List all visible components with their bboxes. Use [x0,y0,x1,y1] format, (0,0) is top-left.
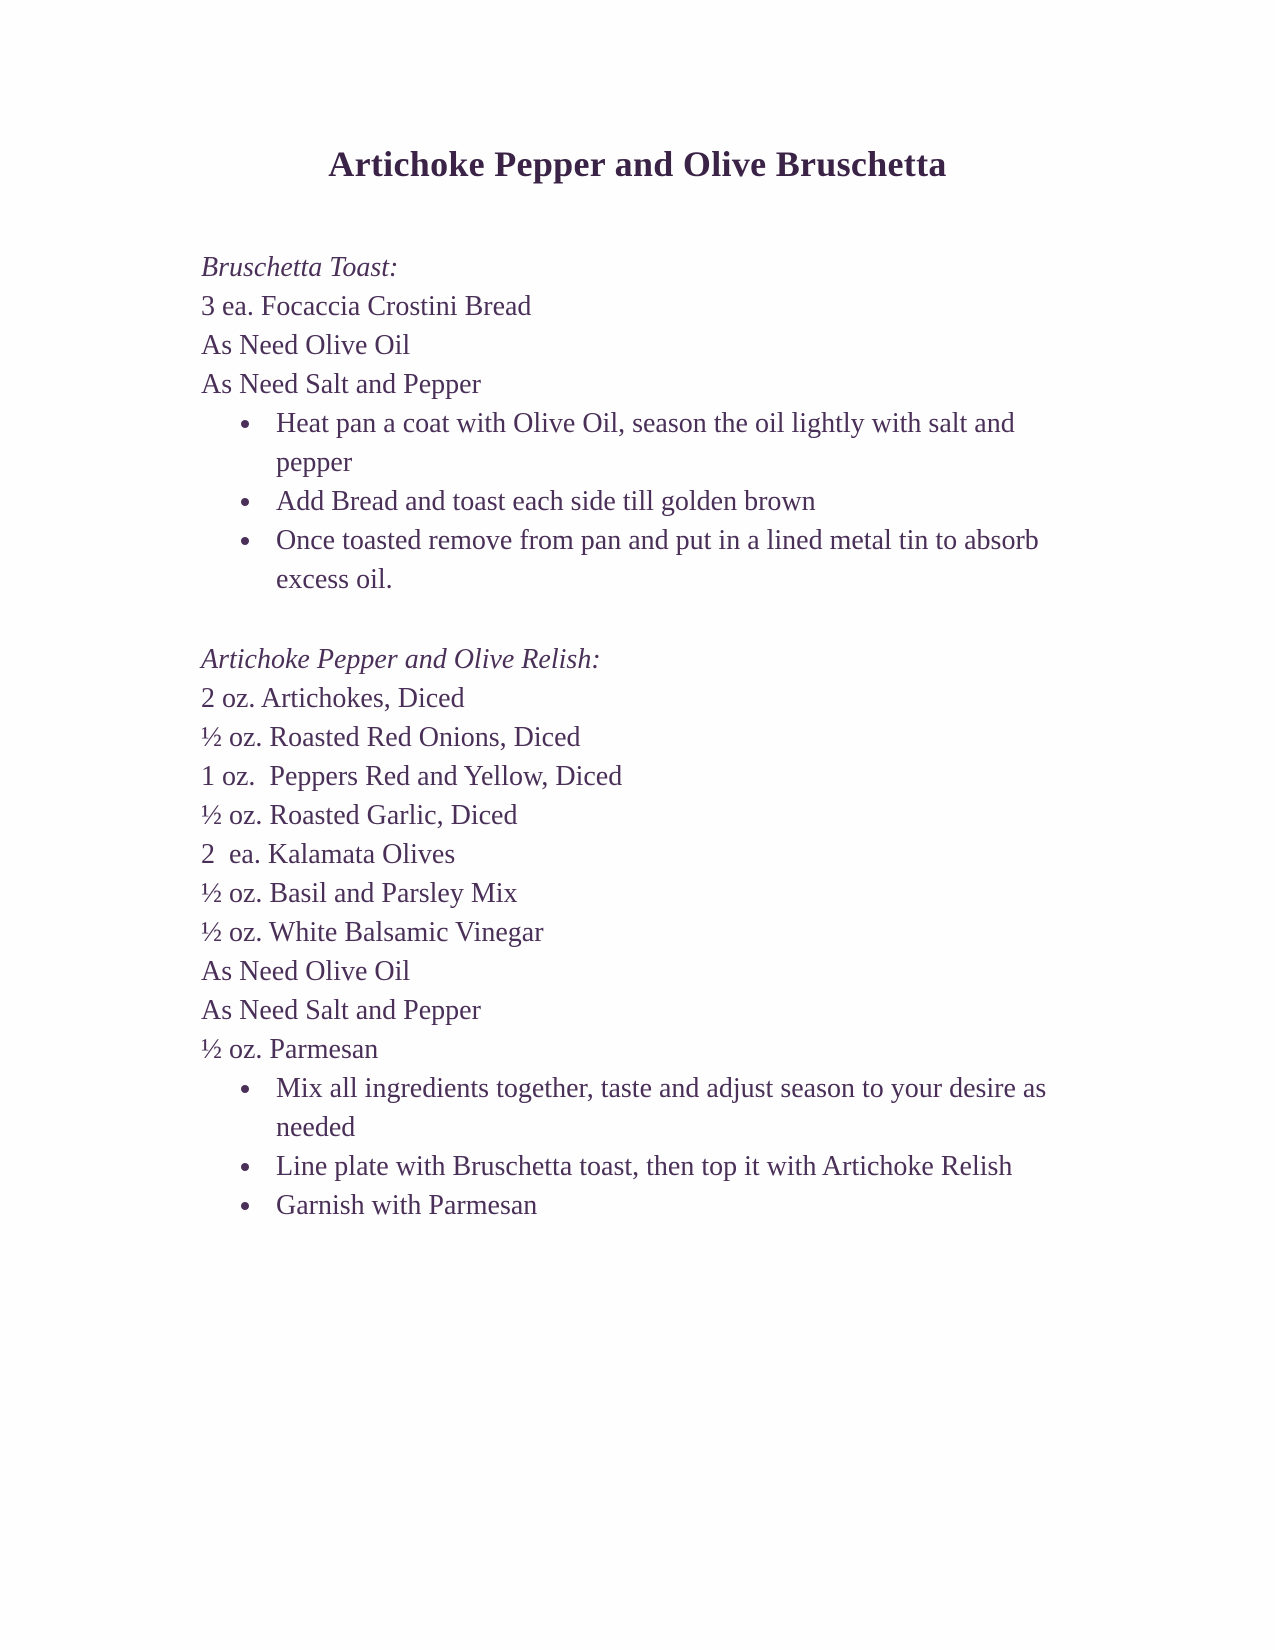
ingredient-line: ½ oz. Parmesan [201,1034,379,1065]
ingredient-line: As Need Salt and Pepper [201,995,481,1026]
steps-list [201,1069,1101,1225]
bullet-icon [241,498,249,506]
bullet-icon [241,420,249,428]
bullet-icon [241,537,249,545]
bullet-icon [241,1085,249,1093]
section-heading: Bruschetta Toast: [201,252,399,283]
section-heading: Artichoke Pepper and Olive Relish: [201,644,601,675]
bullet-icon [241,1163,249,1171]
ingredient-line: 1 oz. Peppers Red and Yellow, Diced [201,761,623,792]
step-item [201,1069,1066,1147]
step-item [201,521,1066,599]
section-bruschetta-toast [201,248,1101,599]
ingredient-line: ½ oz. Roasted Red Onions, Diced [201,722,581,753]
step-item [201,404,1066,482]
ingredient-line: ½ oz. White Balsamic Vinegar [201,917,544,948]
step-text: Mix all ingredients together, taste and adjust season to your desire as needed [276,1073,1047,1143]
page-title: Artichoke Pepper and Olive Bruschetta [328,144,947,184]
steps-list [201,404,1101,599]
ingredient-line: As Need Olive Oil [201,956,411,987]
ingredient-line: 2 oz. Artichokes, Diced [201,683,465,714]
ingredient-line: As Need Salt and Pepper [201,369,481,400]
step-text: Line plate with Bruschetta toast, then top it with Artichoke Relish [276,1151,1013,1182]
step-text: Garnish with Parmesan [276,1190,538,1221]
step-text: Once toasted remove from pan and put in a lined metal tin to absorb excess oil. [276,525,1039,595]
ingredient-line: ½ oz. Roasted Garlic, Diced [201,800,518,831]
step-text: Add Bread and toast each side till golden brown [276,486,816,517]
step-item [201,1147,1066,1186]
ingredient-line: As Need Olive Oil [201,330,411,361]
ingredient-line: 3 ea. Focaccia Crostini Bread [201,291,532,322]
ingredient-line: ½ oz. Basil and Parsley Mix [201,878,518,909]
step-item [201,1186,1066,1225]
step-text: Heat pan a coat with Olive Oil, season the oil lightly with salt and pepper [276,408,1015,478]
section-relish [201,640,1101,1225]
ingredient-line: 2 ea. Kalamata Olives [201,839,456,870]
step-item [201,482,1066,521]
bullet-icon [241,1202,249,1210]
